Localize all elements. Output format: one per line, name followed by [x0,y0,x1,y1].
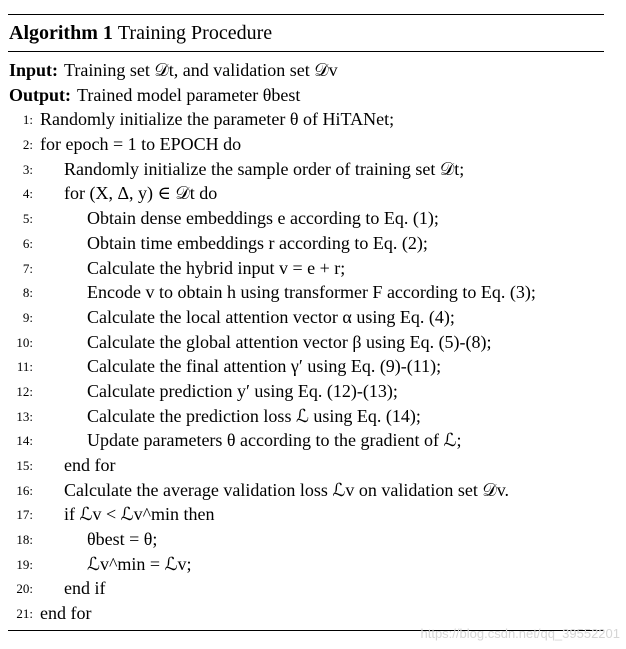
output-label: Output: [9,84,72,105]
algorithm-line [8,527,604,552]
line-number: 6: [22,235,33,251]
line-number: 11: [16,359,33,375]
input-row [8,58,604,83]
line-text: Obtain dense embeddings e according to Eq. (1); [87,208,439,229]
line-number: 21: [16,606,33,622]
algorithm-line [8,576,604,601]
algorithm-title [8,15,604,51]
line-text: Update parameters θ according to the gradient of ℒ; [87,430,462,451]
output-text: Trained model parameter θbest [77,84,301,105]
algorithm-line [8,256,604,281]
line-number: 20: [16,581,33,597]
line-number: 13: [16,408,33,424]
line-number: 16: [16,482,33,498]
line-text: Randomly initialize the sample order of training set 𝒟t; [64,158,465,179]
line-text: Calculate the final attention γ′ using Eq. (9)-(11); [87,356,442,377]
line-text: for (X, Δ, y) ∈ 𝒟t do [64,183,218,204]
algorithm-line [8,502,604,527]
line-text: for epoch = 1 to EPOCH do [40,134,242,155]
output-row [8,83,604,108]
algorithm-line [8,181,604,206]
line-text: end if [64,578,106,599]
algorithm-line [8,280,604,305]
line-text: Calculate the hybrid input v = e + r; [87,257,346,278]
algorithm-box [8,14,604,631]
algorithm-line [8,107,604,132]
line-number: 2: [22,137,33,153]
line-number: 8: [22,285,33,301]
line-text: if ℒv < ℒv^min then [64,504,215,525]
line-text: end for [64,455,116,475]
line-number: 12: [16,383,33,399]
line-number: 18: [16,532,33,548]
line-text: Encode v to obtain h using transformer F according to Eq. (3); [87,282,536,303]
algorithm-body [8,52,604,630]
line-text: θbest = θ; [87,529,158,550]
algorithm-line [8,305,604,330]
algorithm-line [8,379,604,404]
line-text: Obtain time embeddings r according to Eq. (2); [87,232,428,253]
line-text: Calculate the prediction loss ℒ using Eq. (14); [87,405,421,426]
line-text: end for [40,603,92,624]
algorithm-line [8,601,604,626]
line-number: 14: [16,433,33,449]
line-number: 1: [22,112,33,128]
line-text: Calculate the average validation loss ℒv on validation set 𝒟v. [64,479,510,500]
watermark-text: https://blog.csdn.net/qq_39552201 [420,626,620,641]
algorithm-line [8,552,604,577]
line-number: 3: [22,161,33,177]
algorithm-name: Training Procedure [117,21,273,44]
line-number: 4: [22,186,33,202]
line-number: 7: [22,260,33,276]
line-number: 10: [16,334,33,350]
line-text: Calculate the local attention vector α using Eq. (4); [87,306,455,327]
algorithm-line [8,428,604,453]
algorithm-line [8,330,604,355]
line-text: Randomly initialize the parameter θ of HiTANet; [40,109,395,130]
algorithm-label: Algorithm 1 [9,21,113,44]
algorithm-line [8,354,604,379]
line-number: 17: [16,507,33,523]
algorithm-line [8,453,604,478]
algorithm-line [8,206,604,231]
algorithm-line [8,231,604,256]
input-label: Input: [9,60,59,80]
algorithm-line [8,404,604,429]
line-text: ℒv^min = ℒv; [87,553,192,574]
algorithm-line [8,132,604,157]
line-number: 5: [22,211,33,227]
algorithm-line [8,478,604,503]
line-number: 19: [16,556,33,572]
input-text: Training set 𝒟t, and validation set 𝒟v [64,60,338,80]
line-number: 15: [16,458,33,473]
line-text: Calculate the global attention vector β using Eq. (5)-(8); [87,331,492,352]
line-number: 9: [22,309,33,325]
algorithm-line [8,157,604,182]
line-text: Calculate prediction y′ using Eq. (12)-(13); [87,380,398,401]
